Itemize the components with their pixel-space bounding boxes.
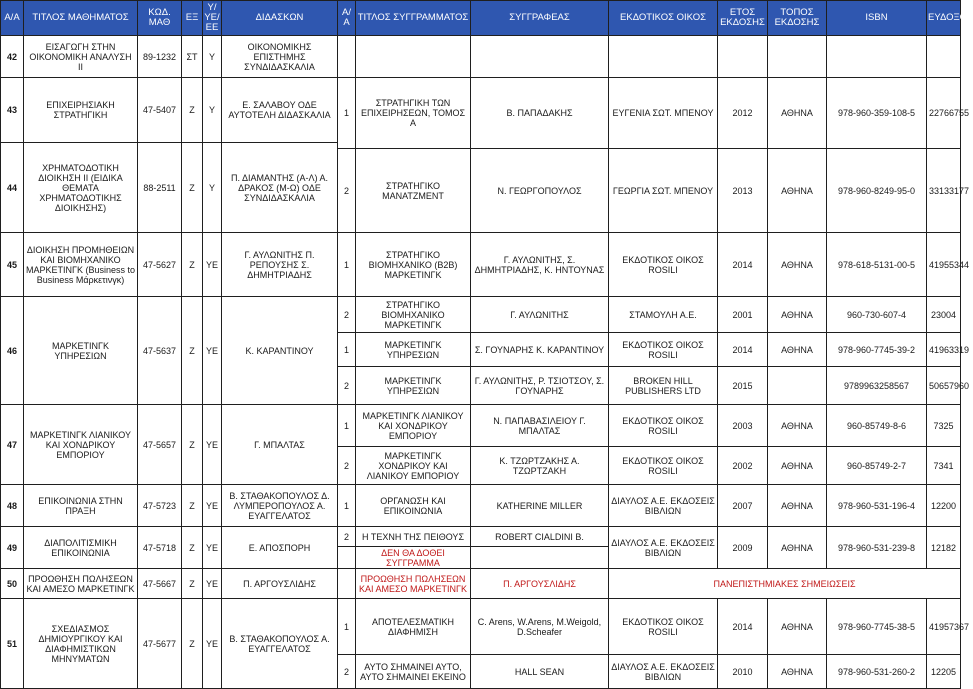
teachers: Ε. ΣΑΛΑΒΟΥ ΟΔΕ ΑΥΤΟΤΕΛΗ ΔΙΔΑΣΚΑΛΙΑ	[222, 78, 338, 143]
row-number: 50	[1, 569, 24, 599]
book-isbn: 960-85749-8-6	[827, 405, 927, 447]
book-authors: Ν. ΠΑΠΑΒΑΣΙΛΕΙΟΥ Γ. ΜΠΑΛΤΑΣ	[471, 405, 609, 447]
book-aa: 2	[338, 149, 356, 233]
teachers: Β. ΣΤΑΘΑΚΟΠΟΥΛΟΣ Δ. ΛΥΜΠΕΡΟΠΟΥΛΟΣ Α. ΕΥΑΓΓΕΛΑΤΟΣ	[222, 485, 338, 527]
teachers: ΟΙΚΟΝΟΜΙΚΗΣ ΕΠΙΣΤΗΜΗΣ ΣΥΝΔΙΔΑΣΚΑΛΙΑ	[222, 36, 338, 78]
book-title: ΜΑΡΚΕΤΙΝΓΚ ΧΟΝΔΡΙΚΟΥ ΚΑΙ ΛΙΑΝΙΚΟΥ ΕΜΠΟΡΙΟΥ	[356, 447, 471, 485]
semester: Ζ	[182, 78, 203, 143]
course-title: ΔΙΑΠΟΛΙΤΙΣΜΙΚΗ ΕΠΙΚΟΙΝΩΝΙΑ	[24, 527, 138, 569]
book-isbn	[827, 36, 927, 78]
semester: Ζ	[182, 233, 203, 297]
book-authors: Β. ΠΑΠΑΔΑΚΗΣ	[471, 78, 609, 149]
book-eudoxus: 22766755	[927, 78, 961, 149]
book-authors: Γ. ΑΥΛΩΝΙΤΗΣ, Ρ. ΤΣΙΟΤΣΟΥ, Σ. ΓΟΥΝΑΡΗΣ	[471, 367, 609, 405]
book-publisher: ΕΚΔΟΤΙΚΟΣ ΟΙΚΟΣ ROSILI	[609, 405, 718, 447]
header-eudoxus: ΕΥΔΟΞΟΣ	[927, 1, 961, 36]
row-number: 47	[1, 405, 24, 485]
row-number: 42	[1, 36, 24, 78]
book-place	[768, 367, 827, 405]
book-place: ΑΘΗΝΑ	[768, 78, 827, 149]
book-title: ΟΡΓΑΝΩΣΗ ΚΑΙ ΕΠΙΚΟΙΝΩΝΙΑ	[356, 485, 471, 527]
course-code: 47-5407	[138, 78, 182, 143]
course-code: 47-5723	[138, 485, 182, 527]
row-number: 45	[1, 233, 24, 297]
semester: Ζ	[182, 143, 203, 233]
book-title: ΣΤΡΑΤΗΓΙΚΟ ΜΑΝΑΤΖΜΕΝΤ	[356, 149, 471, 233]
book-eudoxus: 50657960	[927, 367, 961, 405]
table-row	[1, 569, 961, 599]
course-title: ΕΙΣΑΓΩΓΗ ΣΤΗΝ ΟΙΚΟΝΟΜΙΚΗ ΑΝΑΛΥΣΗ ΙΙ	[24, 36, 138, 78]
semester: ΣΤ	[182, 36, 203, 78]
header-year: ΕΤΟΣ ΕΚΔΟΣΗΣ	[718, 1, 768, 36]
book-eudoxus	[927, 36, 961, 78]
semester: Ζ	[182, 599, 203, 689]
book-year	[718, 36, 768, 78]
course-type: ΥΕ	[203, 599, 222, 689]
course-code: 47-5637	[138, 297, 182, 405]
book-place: ΑΘΗΝΑ	[768, 599, 827, 655]
header-isbn: ISBN	[827, 1, 927, 36]
semester: Ζ	[182, 527, 203, 569]
book-authors: Κ. ΤΖΩΡΤΖΑΚΗΣ Α. ΤΖΩΡΤΖΑΚΗ	[471, 447, 609, 485]
book-publisher	[609, 36, 718, 78]
book-title: ΔΕΝ ΘΑ ΔΟΘΕΙ ΣΥΓΓΡΑΜΜΑ	[356, 547, 471, 569]
teachers: Β. ΣΤΑΘΑΚΟΠΟΥΛΟΣ Α. ΕΥΑΓΓΕΛΑΤΟΣ	[222, 599, 338, 689]
book-isbn: 978-960-531-196-4	[827, 485, 927, 527]
book-year: 2014	[718, 333, 768, 367]
row-number: 49	[1, 527, 24, 569]
book-publisher: ΔΙΑΥΛΟΣ Α.Ε. ΕΚΔΟΣΕΙΣ ΒΙΒΛΙΩΝ	[609, 485, 718, 527]
book-publisher: ΓΕΩΡΓΙΑ ΣΩΤ. ΜΠΕΝΟΥ	[609, 149, 718, 233]
course-title: ΣΧΕΔΙΑΣΜΟΣ ΔΗΜΙΟΥΡΓΙΚΟΥ ΚΑΙ ΔΙΑΦΗΜΙΣΤΙΚΩΝ ΜΗΝΥΜΑΤΩΝ	[24, 599, 138, 689]
book-title: ΑΠΟΤΕΛΕΣΜΑΤΙΚΗ ΔΙΑΦΗΜΙΣΗ	[356, 599, 471, 655]
book-year: 2014	[718, 233, 768, 297]
book-place: ΑΘΗΝΑ	[768, 447, 827, 485]
book-place: ΑΘΗΝΑ	[768, 405, 827, 447]
book-aa: 2	[338, 527, 356, 547]
book-year: 2001	[718, 297, 768, 333]
table-row	[1, 233, 961, 297]
book-eudoxus: 41957367	[927, 599, 961, 655]
book-eudoxus: 7341	[927, 447, 961, 485]
course-title: ΠΡΟΩΘΗΣΗ ΠΩΛΗΣΕΩΝ ΚΑΙ ΑΜΕΣΟ ΜΑΡΚΕΤΙΝΓΚ	[24, 569, 138, 599]
course-code: 88-2511	[138, 143, 182, 233]
semester: Ζ	[182, 297, 203, 405]
book-isbn: 978-960-531-260-2	[827, 655, 927, 689]
book-publisher: ΕΚΔΟΤΙΚΟΣ ΟΙΚΟΣ ROSILI	[609, 599, 718, 655]
header-teachers: ΔΙΔΑΣΚΩΝ	[222, 1, 338, 36]
book-title: Η ΤΕΧΝΗ ΤΗΣ ΠΕΙΘΟΥΣ	[356, 527, 471, 547]
book-publisher: ΕΚΔΟΤΙΚΟΣ ΟΙΚΟΣ ROSILI	[609, 447, 718, 485]
teachers: Π. ΔΙΑΜΑΝΤΗΣ (Α-Λ) Α. ΔΡΑΚΟΣ (Μ-Ω) ΟΔΕ ΣΥΝΔΙΔΑΣΚΑΛΙΑ	[222, 143, 338, 233]
book-place	[768, 36, 827, 78]
book-eudoxus: 41963319	[927, 333, 961, 367]
book-aa	[338, 36, 356, 78]
course-type: ΥΕ	[203, 405, 222, 485]
course-type: ΥΕ	[203, 297, 222, 405]
book-aa: 2	[338, 297, 356, 333]
book-place: ΑΘΗΝΑ	[768, 485, 827, 527]
header-aa: Α/Α	[1, 1, 24, 36]
book-authors: Ν. ΓΕΩΡΓΟΠΟΥΛΟΣ	[471, 149, 609, 233]
book-aa: 2	[338, 367, 356, 405]
header-row	[1, 1, 961, 36]
teachers: Π. ΑΡΓΟΥΣΛΙΔΗΣ	[222, 569, 338, 599]
course-code: 47-5667	[138, 569, 182, 599]
book-aa: 1	[338, 599, 356, 655]
course-type: ΥΕ	[203, 233, 222, 297]
book-isbn: 960-85749-2-7	[827, 447, 927, 485]
book-publisher: ΔΙΑΥΛΟΣ Α.Ε. ΕΚΔΟΣΕΙΣ ΒΙΒΛΙΩΝ	[609, 655, 718, 689]
header-semester: ΕΞ	[182, 1, 203, 36]
course-type: Υ	[203, 143, 222, 233]
header-book-aa: Α/Α	[338, 1, 356, 36]
book-eudoxus: 23004	[927, 297, 961, 333]
book-aa: 1	[338, 233, 356, 297]
book-authors: ROBERT CIALDINI B.	[471, 527, 609, 547]
book-aa: 1	[338, 78, 356, 149]
book-year: 2007	[718, 485, 768, 527]
table-row	[1, 485, 961, 527]
book-place: ΑΘΗΝΑ	[768, 333, 827, 367]
book-title: ΣΤΡΑΤΗΓΙΚΟ ΒΙΟΜΗΧΑΝΙΚΟ (Β2Β) ΜΑΡΚΕΤΙΝΓΚ	[356, 233, 471, 297]
header-publisher: ΕΚΔΟΤΙΚΟΣ ΟΙΚΟΣ	[609, 1, 718, 36]
course-type: ΥΕ	[203, 569, 222, 599]
row-number: 46	[1, 297, 24, 405]
book-place: ΑΘΗΝΑ	[768, 655, 827, 689]
book-authors	[471, 36, 609, 78]
book-aa	[338, 569, 356, 599]
book-eudoxus: 12200	[927, 485, 961, 527]
book-aa: 1	[338, 405, 356, 447]
book-year: 2002	[718, 447, 768, 485]
header-course-title: ΤΙΤΛΟΣ ΜΑΘΗΜΑΤΟΣ	[24, 1, 138, 36]
book-isbn: 978-960-7745-39-2	[827, 333, 927, 367]
book-authors: Σ. ΓΟΥΝΑΡΗΣ Κ. ΚΑΡΑΝΤΙΝΟΥ	[471, 333, 609, 367]
book-isbn: 9789963258567	[827, 367, 927, 405]
book-authors	[471, 547, 609, 569]
table-row	[1, 405, 961, 447]
book-publisher: ΔΙΑΥΛΟΣ Α.Ε. ΕΚΔΟΣΕΙΣ ΒΙΒΛΙΩΝ	[609, 527, 718, 569]
course-type: Υ	[203, 78, 222, 143]
course-code: 47-5627	[138, 233, 182, 297]
row-number: 48	[1, 485, 24, 527]
course-title: ΜΑΡΚΕΤΙΝΓΚ ΛΙΑΝΙΚΟΥ ΚΑΙ ΧΟΝΔΡΙΚΟΥ ΕΜΠΟΡΙΟΥ	[24, 405, 138, 485]
header-course-code: ΚΩΔ. ΜΑΘ	[138, 1, 182, 36]
book-eudoxus: 12205	[927, 655, 961, 689]
teachers: Γ. ΜΠΑΛΤΑΣ	[222, 405, 338, 485]
semester: Ζ	[182, 405, 203, 485]
book-title: ΜΑΡΚΕΤΙΝΓΚ ΛΙΑΝΙΚΟΥ ΚΑΙ ΧΟΝΔΡΙΚΟΥ ΕΜΠΟΡΙΟΥ	[356, 405, 471, 447]
table-row	[1, 297, 961, 333]
table-row	[1, 599, 961, 655]
book-isbn: 978-960-8249-95-0	[827, 149, 927, 233]
book-isbn: 978-960-531-239-8	[827, 527, 927, 569]
table-row	[1, 527, 961, 547]
row-number: 43	[1, 78, 24, 143]
course-title: ΔΙΟΙΚΗΣΗ ΠΡΟΜΗΘΕΙΩΝ ΚΑΙ ΒΙΟΜΗΧΑΝΙΚΟ ΜΑΡΚΕΤΙΝΓΚ (Business to Business Μάρκετινγκ)	[24, 233, 138, 297]
course-code: 47-5657	[138, 405, 182, 485]
semester: Ζ	[182, 569, 203, 599]
book-isbn: 960-730-607-4	[827, 297, 927, 333]
book-eudoxus: 33133177	[927, 149, 961, 233]
book-isbn: 978-960-359-108-5	[827, 78, 927, 149]
course-code: 47-5677	[138, 599, 182, 689]
book-place: ΑΘΗΝΑ	[768, 233, 827, 297]
book-authors: KATHERINE MILLER	[471, 485, 609, 527]
course-code: 89-1232	[138, 36, 182, 78]
book-publisher: ΠΑΝΕΠΙΣΤΗΜΙΑΚΕΣ ΣΗΜΕΙΩΣΕΙΣ	[609, 569, 961, 599]
header-course-type: Υ/ΥΕ/ΕΕ	[203, 1, 222, 36]
book-year: 2013	[718, 149, 768, 233]
teachers: Κ. ΚΑΡΑΝΤΙΝΟΥ	[222, 297, 338, 405]
book-publisher: BROKEN HILL PUBLISHERS LTD	[609, 367, 718, 405]
course-type: Υ	[203, 36, 222, 78]
book-isbn: 978-960-7745-38-5	[827, 599, 927, 655]
course-code: 47-5718	[138, 527, 182, 569]
book-eudoxus: 7325	[927, 405, 961, 447]
book-aa: 2	[338, 655, 356, 689]
book-place: ΑΘΗΝΑ	[768, 149, 827, 233]
row-number: 51	[1, 599, 24, 689]
course-title: ΜΑΡΚΕΤΙΝΓΚ ΥΠΗΡΕΣΙΩΝ	[24, 297, 138, 405]
book-place: ΑΘΗΝΑ	[768, 527, 827, 569]
book-year: 2015	[718, 367, 768, 405]
book-title: ΣΤΡΑΤΗΓΙΚΟ ΒΙΟΜΗΧΑΝΙΚΟ ΜΑΡΚΕΤΙΝΓΚ	[356, 297, 471, 333]
book-publisher: ΣΤΑΜΟΥΛΗ Α.Ε.	[609, 297, 718, 333]
header-authors: ΣΥΓΓΡΑΦΕΑΣ	[471, 1, 609, 36]
book-publisher: ΕΥΓΕΝΙΑ ΣΩΤ. ΜΠΕΝΟΥ	[609, 78, 718, 149]
book-year: 2012	[718, 78, 768, 149]
book-year: 2009	[718, 527, 768, 569]
book-authors: Π. ΑΡΓΟΥΣΛΙΔΗΣ	[471, 569, 609, 599]
course-title: ΕΠΙΚΟΙΝΩΝΙΑ ΣΤΗΝ ΠΡΑΞΗ	[24, 485, 138, 527]
book-title: ΜΑΡΚΕΤΙΝΓΚ ΥΠΗΡΕΣΙΩΝ	[356, 367, 471, 405]
header-place: ΤΟΠΟΣ ΕΚΔΟΣΗΣ	[768, 1, 827, 36]
course-type: ΥΕ	[203, 485, 222, 527]
book-year: 2010	[718, 655, 768, 689]
book-place: ΑΘΗΝΑ	[768, 297, 827, 333]
course-title: ΕΠΙΧΕΙΡΗΣΙΑΚΗ ΣΤΡΑΤΗΓΙΚΗ	[24, 78, 138, 143]
book-authors: Γ. ΑΥΛΩΝΙΤΗΣ	[471, 297, 609, 333]
book-authors: Γ. ΑΥΛΩΝΙΤΗΣ, Σ. ΔΗΜΗΤΡΙΑΔΗΣ, Κ. ΗΝΤΟΥΝΑΣ	[471, 233, 609, 297]
book-aa: 1	[338, 485, 356, 527]
book-year: 2003	[718, 405, 768, 447]
table-row	[1, 36, 961, 78]
book-title: ΜΑΡΚΕΤΙΝΓΚ ΥΠΗΡΕΣΙΩΝ	[356, 333, 471, 367]
teachers: Γ. ΑΥΛΩΝΙΤΗΣ Π. ΡΕΠΟΥΣΗΣ Σ. ΔΗΜΗΤΡΙΑΔΗΣ	[222, 233, 338, 297]
book-eudoxus: 41955344	[927, 233, 961, 297]
book-aa	[338, 547, 356, 569]
book-aa: 1	[338, 333, 356, 367]
table-row	[1, 78, 961, 137]
book-isbn: 978-618-5131-00-5	[827, 233, 927, 297]
book-eudoxus: 12182	[927, 527, 961, 569]
teachers: Ε. ΑΠΟΣΠΟΡΗ	[222, 527, 338, 569]
book-title: ΑΥΤΟ ΣΗΜΑΙΝΕΙ ΑΥΤΟ, ΑΥΤΟ ΣΗΜΑΙΝΕΙ ΕΚΕΙΝΟ	[356, 655, 471, 689]
course-title: ΧΡΗΜΑΤΟΔΟΤΙΚΗ ΔΙΟΙΚΗΣΗ ΙΙ (ΕΙΔΙΚΑ ΘΕΜΑΤΑ ΧΡΗΜΑΤΟΔΟΤΙΚΗΣ ΔΙΟΙΚΗΣΗΣ)	[24, 143, 138, 233]
book-authors: C. Arens, W.Arens, M.Weigold, D.Scheafer	[471, 599, 609, 655]
header-book-title: ΤΙΤΛΟΣ ΣΥΓΓΡΑΜΜΑΤΟΣ	[356, 1, 471, 36]
book-publisher: ΕΚΔΟΤΙΚΟΣ ΟΙΚΟΣ ROSILI	[609, 233, 718, 297]
row-number: 44	[1, 143, 24, 233]
book-title: ΣΤΡΑΤΗΓΙΚΗ ΤΩΝ ΕΠΙΧΕΙΡΗΣΕΩΝ, ΤΟΜΟΣ Α	[356, 78, 471, 149]
book-publisher: ΕΚΔΟΤΙΚΟΣ ΟΙΚΟΣ ROSILI	[609, 333, 718, 367]
book-title: ΠΡΟΩΘΗΣΗ ΠΩΛΗΣΕΩΝ ΚΑΙ ΑΜΕΣΟ ΜΑΡΚΕΤΙΝΓΚ	[356, 569, 471, 599]
course-type: ΥΕ	[203, 527, 222, 569]
book-authors: HALL SEAN	[471, 655, 609, 689]
book-year: 2014	[718, 599, 768, 655]
book-aa: 2	[338, 447, 356, 485]
semester: Ζ	[182, 485, 203, 527]
book-title	[356, 36, 471, 78]
